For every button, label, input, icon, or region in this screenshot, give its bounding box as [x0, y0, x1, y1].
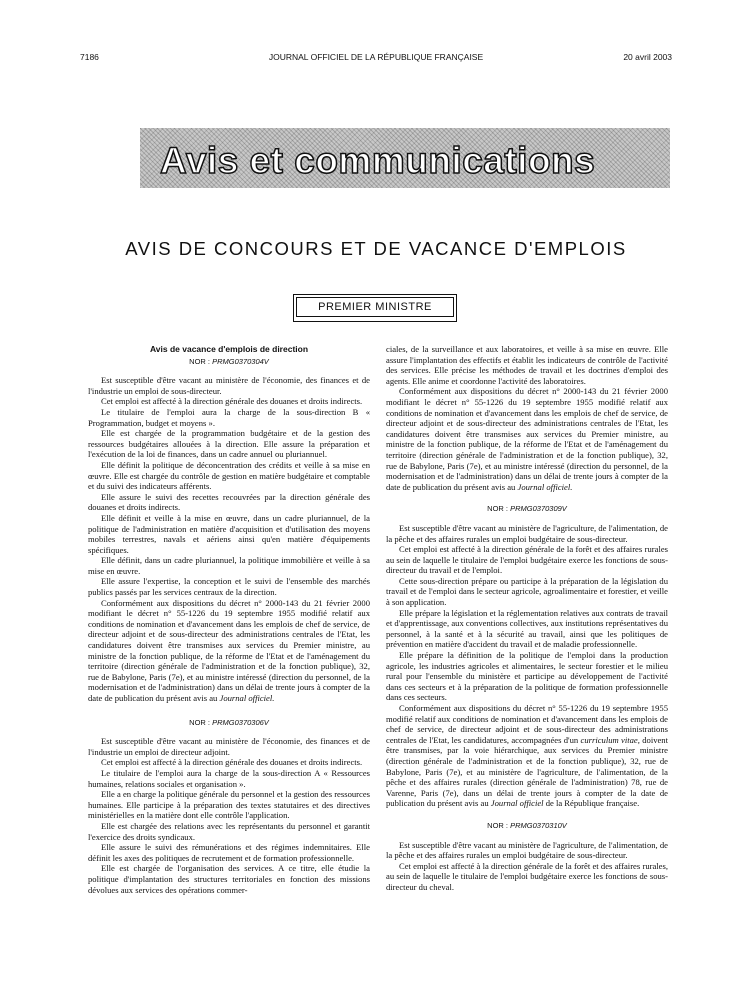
nor-label: NOR : — [189, 356, 211, 366]
paragraph: Est susceptible d'être vacant au ministère de l'économie, des finances et de l'industrie un emploi de directeur adjoint. — [88, 736, 370, 757]
ministry-box — [293, 294, 457, 322]
paragraph: Le titulaire de l'emploi aura la charge de la sous-direction B « Programmation, budget et moyens ». — [88, 406, 370, 428]
banner-title: Avis et communications — [160, 140, 596, 181]
paragraph — [386, 386, 668, 492]
paragraph: Cet emploi est affecté à la direction générale des douanes et droits indirects. — [101, 757, 363, 768]
paragraph: Est susceptible d'être vacant au ministère de l'agriculture, de l'alimentation, de la pêche et des affaires rurales un emploi budgétaire de sous-directeur. — [386, 522, 668, 544]
notice-heading: Avis de vacance d'emplois de direction — [149, 344, 309, 354]
paragraph: Elle assure le suivi des recettes recouvrées par la direction générale des douanes et droits indirects. — [88, 491, 370, 513]
nor-code: PRMG0370309V — [510, 504, 567, 514]
paragraph-text: Conformément aux dispositions du décret n° 55-1226 du 19 septembre 1955 modifié relatif aux conditions de nomination et d'avancement dans les emplois de chef de service, de directeur adjoint et de sous-directeur des administrations centrales de l'Etat, les candidatures, accompagnées d'un — [386, 703, 668, 745]
section-title: AVIS DE CONCOURS ET DE VACANCE D'EMPLOIS — [125, 238, 627, 259]
paragraph-text: de la République française. — [545, 798, 640, 809]
paragraph: Cet emploi est affecté à la direction générale de la forêt et des affaires rurales, au sein de laquelle le titulaire de l'emploi budgétaire exerce les fonctions de sous-directeur du cheval. — [386, 860, 668, 892]
paragraph: Elle définit, dans un cadre pluriannuel, la politique immobilière et veille à sa mise en œuvre. — [88, 555, 370, 576]
issue-date: 20 avril 2003 — [623, 52, 672, 62]
paragraph-text: doivent être transmises, par la voie hiérarchique, aux services du Premier ministre (direction générale de l'administration et de la fonction publique), 32, rue de Babylone, Paris (7e), et au ministère de l'agriculture, de l'alimentation, de la pêche et des affaires rurales (direction générale de l'administration) 78, rue de Varenne, Paris (7e), dans un délai de trente jours à compter de la date de publication du présent avis au — [386, 734, 668, 809]
paragraph: Le titulaire de l'emploi aura la charge de la sous-direction A « Ressources humaines, relations sociales et organisation ». — [88, 767, 370, 789]
running-header — [80, 52, 672, 66]
nor-reference — [386, 504, 668, 515]
journal-officiel-ref: Journal officiel — [490, 798, 544, 809]
paragraph: Elle assure l'expertise, la conception et le suivi de l'ensemble des marchés publics passés par les services centraux de la direction. — [88, 576, 370, 598]
curriculum-vitae-ref: curriculum vitae, — [580, 734, 640, 745]
left-column — [88, 344, 370, 895]
paragraph: Cet emploi est affecté à la direction générale des douanes et droits indirects. — [101, 396, 363, 407]
journal-officiel-ref: Journal officiel. — [219, 693, 275, 703]
paragraph: Elle a en charge la politique générale du personnel et la gestion des ressources humaines. Elle participe à la préparation des textes statutaires et des directives ministérielles en la matière dont elle contrôle l'application. — [88, 789, 370, 821]
paragraph-text: Conformément aux dispositions du décret n° 2000-143 du 21 février 2000 modifiant le décret n° 55-1226 du 19 septembre 1955 modifié relatif aux conditions de nomination et d'avancement dans les emplois de chef de service, de directeur adjoint et de sous-directeur des administrations centrales de l'Etat, les candidatures doivent être transmises aux services du Premier ministre, au ministre de la fonction publique, de la réforme de l'Etat et de l'aménagement du territoire (direction générale de l'administration et de la fonction publique), 32, rue de Babylone, Paris (7e), et au ministre intéressé (direction du personnel, de la modernisation et de l'administration) dans un délai de trente jours à compter de la date de publication du présent avis au — [88, 597, 370, 703]
nor-reference — [386, 821, 668, 832]
nor-reference — [88, 357, 370, 368]
paragraph: Cet emploi est affecté à la direction générale de la forêt et des affaires rurales au sein de laquelle le titulaire de l'emploi budgétaire exerce les fonctions de sous-directeur du travail et de l'emploi. — [386, 544, 668, 576]
nor-label: NOR : — [189, 717, 211, 727]
paragraph: Elle est chargée de la programmation budgétaire et de la gestion des ressources budgétaires allouées à la direction. Elle assure la préparation et l'exécution de la loi de finances, dans un cadre annuel ou pluriannuel. — [88, 428, 370, 460]
nor-reference — [88, 718, 370, 729]
journal-title: JOURNAL OFFICIEL DE LA RÉPUBLIQUE FRANÇAISE — [268, 52, 484, 62]
paragraph: Elle prépare la législation et la réglementation relatives aux contrats de travail et d'apprentissage, aux conventions collectives, aux institutions représentatives du personnel, à la santé et à la sécurité au travail, ainsi que les politiques de prévention en matière d'accident du travail et de maladie professionnelle. — [386, 607, 668, 650]
paragraph: Est susceptible d'être vacant au ministère de l'économie, des finances et de l'industrie un emploi de sous-directeur. — [88, 375, 370, 396]
nor-label: NOR : — [487, 504, 509, 514]
journal-officiel-ref: Journal officiel. — [517, 481, 573, 492]
ministry-label: PREMIER MINISTRE — [296, 297, 454, 317]
paragraph: Elle assure le suivi des rémunérations et des régimes indemnitaires. Elle définit les axes des politiques de recrutement et de formation professionnelle. — [88, 842, 370, 863]
nor-label: NOR : — [487, 820, 509, 830]
paragraph: Elle définit et veille à la mise en œuvre, dans un cadre pluriannuel, de la politique de l'administration en matière d'acquisition et d'utilisation des moyens mobiles terrestres, navals et aériens ainsi qu'en matière d'équipements spécifiques. — [88, 512, 370, 555]
nor-code: PRMG0370310V — [510, 820, 567, 830]
paragraph — [88, 598, 370, 704]
paragraph: Elle définit la politique de déconcentration des crédits et veille à sa mise en œuvre. Elle est chargée du contrôle de gestion en matière budgétaire et comptable et du suivi des indicateurs afférents. — [88, 459, 370, 492]
page-number: 7186 — [80, 52, 99, 62]
right-column — [386, 344, 668, 893]
paragraph: Elle est chargée des relations avec les représentants du personnel et garantit l'exercice des droits syndicaux. — [88, 820, 370, 842]
nor-code: PRMG0370306V — [212, 717, 269, 727]
paragraph: Elle prépare la définition de la politique de l'emploi dans la production agricole, les industries agricoles et alimentaires, le secteur forestier et le milieu rural pour l'ensemble du ministère et participe au développement de l'activité dans ces secteurs et à la préparation de la politique de formation professionnelle dans ces secteurs. — [386, 650, 668, 703]
nor-code: PRMG0370304V — [212, 356, 269, 366]
paragraph: Elle est chargée de l'organisation des services. A ce titre, elle étudie la politique d'implantation des structures territoriales en fonction des missions dévolues aux services des opérations commer- — [88, 863, 370, 895]
paragraph: ciales, de la surveillance et aux laboratoires, et veille à sa mise en œuvre. Elle assure l'implantation des effectifs et établit les indicateurs de contrôle de l'activité des services. Elle précise les méthodes de travail et les doctrines d'emploi des agents. Elle anime et coordonne l'activité des laboratoires. — [386, 344, 668, 386]
paragraph — [386, 703, 668, 809]
paragraph: Cette sous-direction prépare ou participe à la préparation de la législation du travail et de l'emploi dans le secteur agricole, agroalimentaire et forestier, et veille à son application. — [386, 575, 668, 608]
paragraph-text: Conformément aux dispositions du décret n° 2000-143 du 21 février 2000 modifiant le décret n° 55-1226 du 19 septembre 1955 modifié relatif aux conditions de nomination et d'avancement dans les emplois de chef de service, de directeur adjoint et de sous-directeur des administrations centrales de l'Etat, les candidatures doivent être transmises aux services du Premier ministre, au ministre de la fonction publique, de la réforme de l'Etat et de l'aménagement du territoire (direction générale de l'administration et de la fonction publique), 32, rue de Babylone, Paris (7e), et au ministre intéressé (direction du personnel, de la modernisation et de l'administration) dans un délai de trente jours à compter de la date de publication du présent avis au — [386, 386, 668, 492]
paragraph: Est susceptible d'être vacant au ministère de l'agriculture, de l'alimentation, de la pêche et des affaires rurales un emploi budgétaire de sous-directeur. — [386, 839, 668, 861]
